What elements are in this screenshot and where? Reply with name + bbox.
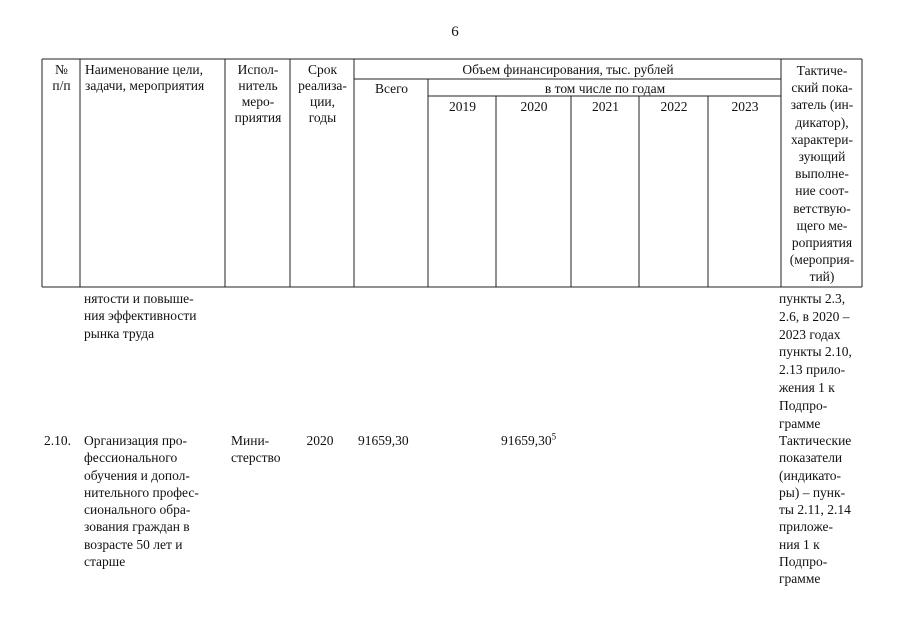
page-number: 6 xyxy=(451,24,459,40)
row-2-10-num: 2.10. xyxy=(44,433,71,448)
continued-row-indicator: пункты 2.3, 2.6, в 2020 – 2023 годах пункты 2.10, 2.13 прило- жения 1 к Подпро- грамме xyxy=(779,291,852,431)
row-2-10-total: 91659,30 xyxy=(358,433,409,448)
header-funding: Объем финансирования, тыс. рублей xyxy=(462,62,674,77)
header-name: Наименование цели, задачи, мероприятия xyxy=(85,62,205,93)
header-year-2019: 2019 xyxy=(449,99,476,114)
row-2-10-name: Организация про- фессионального обучения и допол- нительного профес- сионального обра- зования граждан в возрасте 50 лет и старше xyxy=(84,433,199,570)
row-2-10-indicator: Тактические показатели (индикато- ры) – пунк- ты 2.11, 2.14 приложе- ния 1 к Подпро- грамме xyxy=(779,433,852,587)
header-indicator: Тактиче- ский пока- затель (ин- дикатор), характери- зующий выполне- ние соот- ветствую- щего ме- роприятия (мероприя- тий) xyxy=(789,63,855,285)
row-2-10-2020-value: 91659,30 xyxy=(501,433,552,448)
row-2-10-term: 2020 xyxy=(306,433,334,448)
header-by-years: в том числе по годам xyxy=(544,81,666,96)
header-year-2023: 2023 xyxy=(731,99,759,114)
header-executor: Испол- нитель меро- приятия xyxy=(234,62,282,125)
header-term: Срок реализа- ции, годы xyxy=(298,62,347,125)
header-year-2020: 2020 xyxy=(520,99,548,114)
header-year-2021: 2021 xyxy=(592,99,619,114)
row-2-10-2020 xyxy=(501,432,573,449)
header-num: № п/п xyxy=(52,62,71,93)
footnote-marker: 5 xyxy=(551,431,557,442)
header-year-2022: 2022 xyxy=(660,99,688,114)
header-total: Всего xyxy=(374,81,409,96)
row-2-10-executor: Мини- стерство xyxy=(231,433,281,466)
continued-row-name: нятости и повыше- ния эффективности рынка труда xyxy=(84,291,197,341)
